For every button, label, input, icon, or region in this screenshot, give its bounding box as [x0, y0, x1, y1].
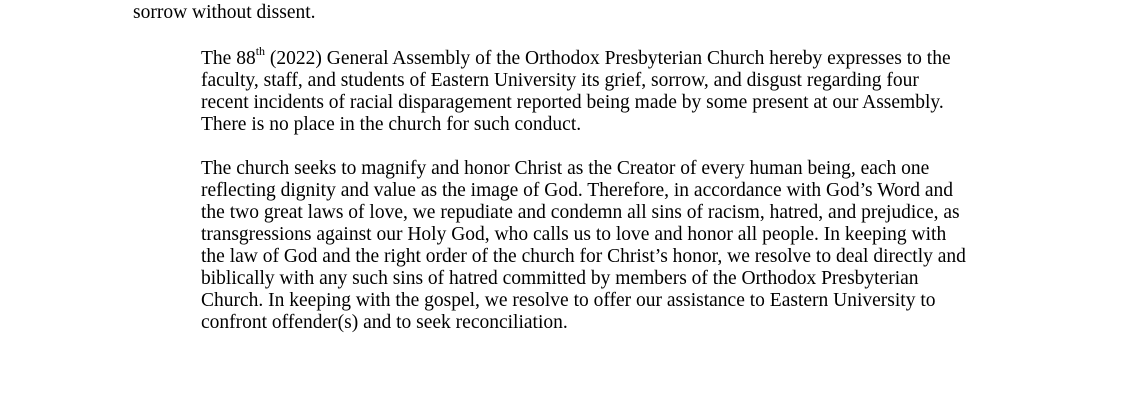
ordinal-superscript: th [255, 43, 266, 58]
paragraph-2 [201, 158, 1021, 334]
paragraph-2-line-3: the two great laws of love, we repudiate and condemn all sins of racism, hatred, and prejudice, as [201, 202, 960, 223]
paragraph-1 [201, 43, 1021, 136]
paragraph-1-line-2: faculty, staff, and students of Eastern University its grief, sorrow, and disgust regarding four [201, 70, 919, 91]
paragraph-2-line-2: reflecting dignity and value as the image of God. Therefore, in accordance with God’s Word and [201, 180, 953, 201]
resolution-block [201, 43, 1021, 334]
paragraph-gap [201, 136, 1021, 158]
paragraph-2-line-8: confront offender(s) and to seek reconciliation. [201, 312, 568, 333]
paragraph-2-line-7: Church. In keeping with the gospel, we resolve to offer our assistance to Eastern University to [201, 290, 936, 311]
paragraph-1-line-3: recent incidents of racial disparagement reported being made by some present at our Assembly. [201, 92, 944, 113]
paragraph-1-line-1-post: (2022) General Assembly of the Orthodox Presbyterian Church hereby expresses to the [265, 48, 951, 69]
paragraph-2-line-4: transgressions against our Holy God, who calls us to love and honor all people. In keeping with [201, 224, 947, 245]
paragraph-2-line-5: the law of God and the right order of the church for Christ’s honor, we resolve to deal directly and [201, 246, 966, 267]
paragraph-2-line-1: The church seeks to magnify and honor Christ as the Creator of every human being, each one [201, 158, 930, 179]
paragraph-2-line-6: biblically with any such sins of hatred committed by members of the Orthodox Presbyterian [201, 268, 919, 289]
lead-line: sorrow without dissent. [133, 2, 316, 23]
paragraph-1-line-1 [201, 43, 1021, 70]
paragraph-1-line-4: There is no place in the church for such conduct. [201, 114, 582, 135]
paragraph-1-line-1-pre: The 88 [201, 48, 256, 69]
